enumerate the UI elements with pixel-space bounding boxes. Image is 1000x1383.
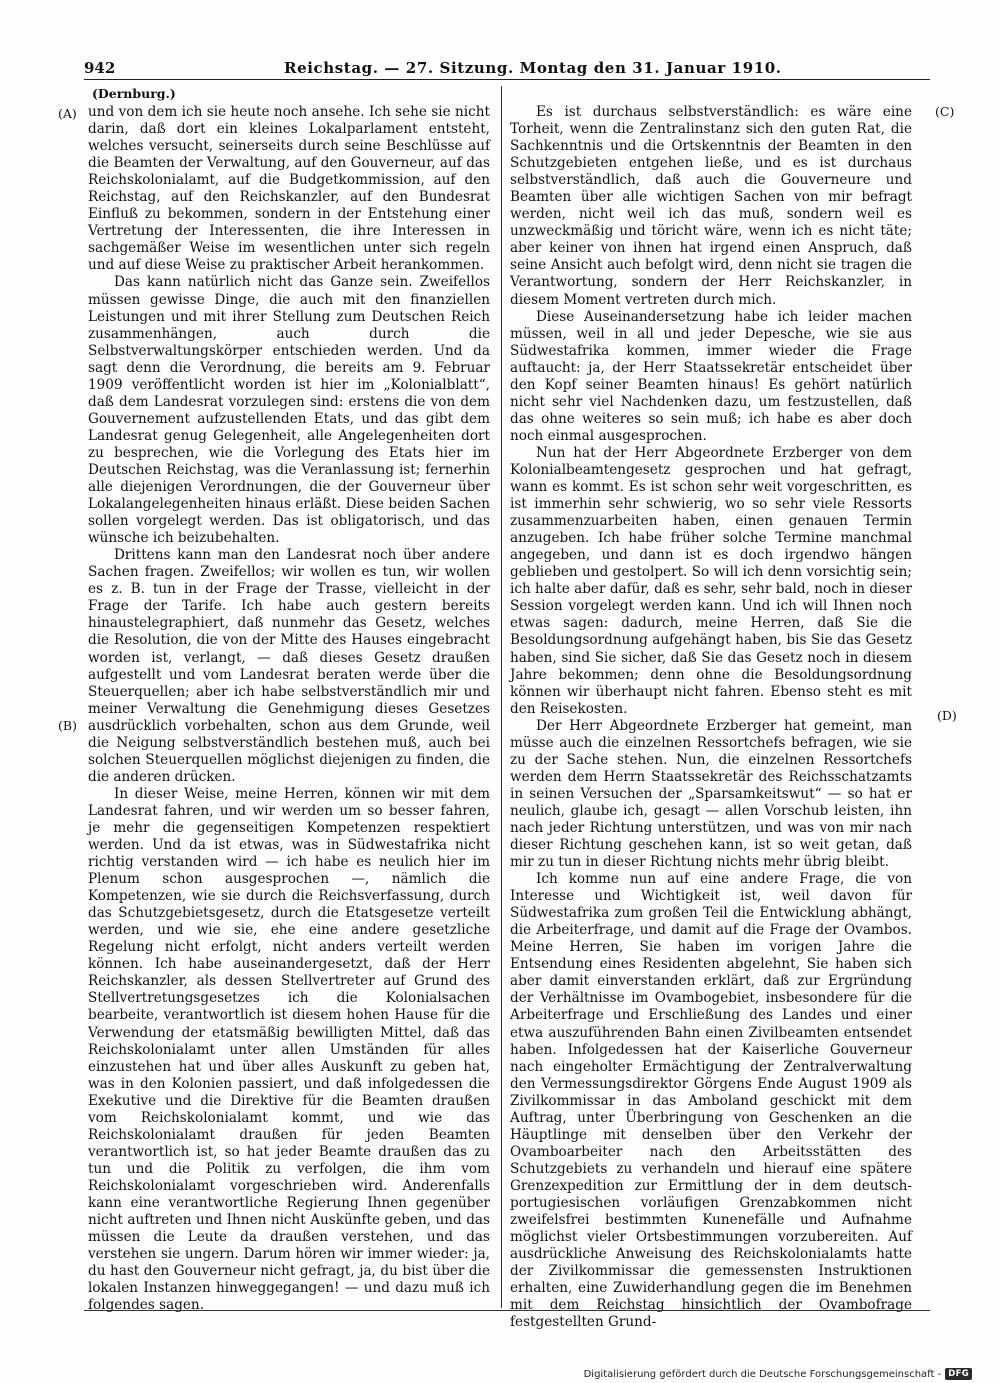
margin-mark-a: (A) (58, 106, 77, 121)
paragraph: Nun hat der Herr Abgeordnete Erzberger von dem Kolonialbeamtengesetz gesprochen und hat gefragt, wann es kommt. Es ist schon sehr weit vorgeschritten, es ist immerhin sehr schwierig, wo so sehr viele Ressorts zusammenzuarbeiten haben, einen genauen Termin anzugeben. Ich habe früher solche Termine manchmal angegeben, und dann ist es doch irgendwo hängen geblieben und gestolpert. So will ich denn vorsichtig sein; ich halte aber dafür, daß es sehr, sehr bald, noch in dieser Session vorgelegt werden kann. Und ich will Ihnen noch etwas sagen: dadurch, meine Herren, daß Sie die Besoldungsordnung aufgehängt haben, bis Sie das Gesetz haben, sind Sie sicher, daß Sie das Gesetz noch in diesem Jahre bekommen; denn ohne die Besoldungsordnung können wir überhaupt nicht fahren. Ebenso steht es mit den Reisekosten. (510, 444, 912, 717)
page-number: 942 (84, 59, 116, 77)
dfg-logo-icon: DFG (945, 1368, 972, 1380)
paragraph: Es ist durchaus selbstverständlich: es wäre eine Torheit, wenn die Zentralinstanz sich den guten Rat, die Sachkenntnis und die Ortskenntnis der Beamten in den Schutzgebieten entgehen ließe, und es ist durchaus selbstverständlich, daß auch die Gouverneure und Beamten über alle wichtigen Sachen von mir befragt werden, nicht weil ich das muß, sondern weil es unzweckmäßig und töricht wäre, wenn ich es nicht täte; aber keiner von ihnen hat irgend einen Anspruch, daß seine Ansicht auch befolgt wird, denn nicht sie tragen die Verantwortung, sondern der Herr Reichskanzler, in diesem Moment vertreten durch mich. (510, 104, 912, 308)
header-rule (84, 79, 930, 80)
page-header (84, 56, 930, 80)
footer-rule (84, 1310, 930, 1311)
paragraph: Ich komme nun auf eine andere Frage, die von Interesse und Wichtigkeit ist, weil davon für Südwestafrika zum großen Teil die Entwicklung abhängt, die Arbeiterfrage, und damit auf die Frage der Ovambos. Meine Herren, Sie haben im vorigen Jahre die Entsendung eines Residenten abgelehnt, Sie haben sich aber damit einverstanden erklärt, daß zur Ergründung der Verhältnisse im Ovambogebiet, insbesondere für die Arbeiterfrage und Erschließung des Landes und einer etwa auszuführenden Bahn einen Zivilbeamten entsendet haben. Infolgedessen hat der Kaiserliche Gouverneur nach eingeholter Ermächtigung der Zentralverwaltung den Vermessungsdirektor Görgens Ende August 1909 als Zivilkommissar in das Amboland geschickt mit dem Auftrag, unter Überbringung von Geschenken an die Häuptlinge mit denselben über den Verkehr der Ovamboarbeiter nach den Arbeitsstätten des Schutzgebiets zu verhandeln und hierauf eine spätere Grenzexpedition zur Ermittlung der in dem deutsch-portugiesischen vorläufigen Grenzabkommen nicht zweifelsfrei bestimmten Kunenefälle und Aufnahme möglichst vieler Ortsbestimmungen vorzubereiten. Auf ausdrückliche Anweisung des Reichskolonialamts hatte der Zivilkommissar die gemessensten Instruktionen erhalten, eine Zuwiderhandlung gegen die im Benehmen mit dem Reichstag hinsichtlich der Ovambofrage festgestellten Grund- (510, 871, 912, 1331)
margin-mark-b: (B) (58, 718, 77, 733)
digitization-credit (584, 1368, 972, 1380)
right-column (510, 104, 912, 1331)
credit-text: Digitalisierung gefördert durch die Deutsche Forschungsgemeinschaft - (583, 1368, 942, 1380)
margin-mark-c: (C) (935, 104, 955, 119)
paragraph: In dieser Weise, meine Herren, können wir mit dem Landesrat fahren, und wir werden um so besser fahren, je mehr die gegenseitigen Kompetenzen respektiert werden. Und da ist etwas, was in Südwestafrika nicht richtig verstanden wird — ich habe es neulich hier im Plenum schon ausgesprochen —, nämlich die Kompetenzen, wie sie durch die Reichsverfassung, durch das Schutzgebietsgesetz, durch die Etatsgesetze verteilt werden, und wie sie, ehe eine andere gesetzliche Regelung nicht erfolgt, nicht anders verteilt werden können. Ich habe auseinandergesetzt, daß der Herr Reichskanzler, als dessen Stellvertreter auf Grund des Stellvertretungsgesetzes ich die Kolonialsachen bearbeite, verantwortlich ist diesem hohen Hause für die Verwendung der etatsmäßig bewilligten Mittel, daß das Reichskolonialamt unter allen Umständen für alles einzustehen hat und über alles Auskunft zu geben hat, was in den Kolonien passiert, und daß infolgedessen die Exekutive und die Direktive für die Beamten draußen vom Reichskolonialamt kommt, und wie das Reichskolonialamt draußen für jeden Beamten verantwortlich ist, so hat jeder Beamte draußen das zu tun und die Politik zu verfolgen, die ihm vom Reichskolonialamt vorgeschrieben wird. Anderenfalls kann eine verantwortliche Regierung Ihnen gegenüber nicht auftreten und Ihnen nicht Auskünfte geben, und das müssen die Leute da draußen verstehen, und das verstehen sie ungern. Darum hören wir immer wieder: ja, du hast den Gouverneur nicht gefragt, ja, du bist über die lokalen Instanzen hinweggegangen! — und dazu muß ich folgendes sagen. (88, 785, 490, 1314)
page-title: Reichstag. — 27. Sitzung. Montag den 31. Januar 1910. (284, 59, 782, 77)
paragraph: Drittens kann man den Landesrat noch über andere Sachen fragen. Zweifellos; wir wollen es tun, wir wollen es z. B. tun in der Frage der Trasse, vielleicht in der Frage der Tarife. Ich habe auch gestern bereits hinaustelegraphiert, daß nunmehr das Gesetz, welches die Resolution, die von der Mitte des Hauses eingebracht worden ist, verlangt, — daß dieses Gesetz draußen aufgestellt und vom Landesrat beraten werde über die Steuerquellen; aber ich habe selbstverständlich mir und meiner Verwaltung die Genehmigung dieses Gesetzes ausdrücklich vorbehalten, schon aus dem Grunde, weil die Neigung selbstverständlich bestehen muß, auch bei solchen Steuerquellen möglichst diejenigen zu finden, die die anderen drücken. (88, 547, 490, 785)
paragraph: und von dem ich sie heute noch ansehe. Ich sehe sie nicht darin, daß dort ein kleines Lokalparlament entsteht, welches versucht, seinerseits durch seine Beschlüsse auf die Beamten der Verwaltung, auf den Gouverneur, auf das Reichskolonialamt, auf die Budgetkommission, auf den Reichstag, auf den Reichskanzler, auf den Bundesrat Einfluß zu bekommen, sondern in der Entstehung einer Vertretung der Interessenten, die ihre Interessen in sachgemäßer Weise im wesentlichen unter sich regeln und auf diese Weise zu praktischer Arbeit herankommen. (88, 104, 490, 274)
paragraph: Der Herr Abgeordnete Erzberger hat gemeint, man müsse auch die einzelnen Ressortchefs befragen, wie sie zu der Sache stehen. Nun, die einzelnen Ressortchefs werden dem Herrn Staatssekretär des Reichsschatzamts in seinen Versuchen der „Sparsamkeitswut“ — so hat er neulich, glaube ich, gesagt — allen Vorschub leisten, ihn nach jeder Richtung unterstützen, und was von mir nach dieser Richtung geschehen kann, ist so weit getan, daß mir zu tun in dieser Richtung nichts mehr übrig bleibt. (510, 717, 912, 871)
speaker-label: (Dernburg.) (92, 86, 176, 101)
paragraph: Diese Auseinandersetzung habe ich leider machen müssen, weil in all und jeder Depesche, wie sie aus Südwestafrika kommen, immer wieder die Frage auftaucht: ja, der Herr Staatssekretär entscheidet über den Kopf seiner Beamten hinaus! Es gehört natürlich nicht sehr viel Nachdenken dazu, um festzustellen, daß das ohne weiteres so sein muß; ich habe es aber doch noch einmal ausgesprochen. (510, 308, 912, 444)
paragraph: Das kann natürlich nicht das Ganze sein. Zweifellos müssen gewisse Dinge, die auch mit den finanziellen Leistungen und mit ihrer Stellung zum Deutschen Reich zusammenhängen, auch durch die Selbstverwaltungskörper entschieden werden. Und da sagt denn die Verordnung, die bereits am 9. Februar 1909 veröffentlicht worden ist hier im „Kolonialblatt“, daß dem Landesrat vorzulegen sind: erstens die von dem Gouvernement aufzustellenden Etats, und das gibt dem Landesrat genug Gelegenheit, alle Angelegenheiten dort zu besprechen, wie die Vorlegung des Etats hier im Deutschen Reichstag, was die Veranlassung ist; fernerhin alle diejenigen Verordnungen, die der Gouverneur über Lokalangelegenheiten hinaus erläßt. Diese beiden Sachen sollen vorgelegt werden. Das ist obligatorisch, und das wünsche ich beizubehalten. (88, 274, 490, 547)
left-column (88, 104, 490, 1314)
column-divider (501, 86, 502, 1308)
margin-mark-d: (D) (937, 708, 957, 723)
